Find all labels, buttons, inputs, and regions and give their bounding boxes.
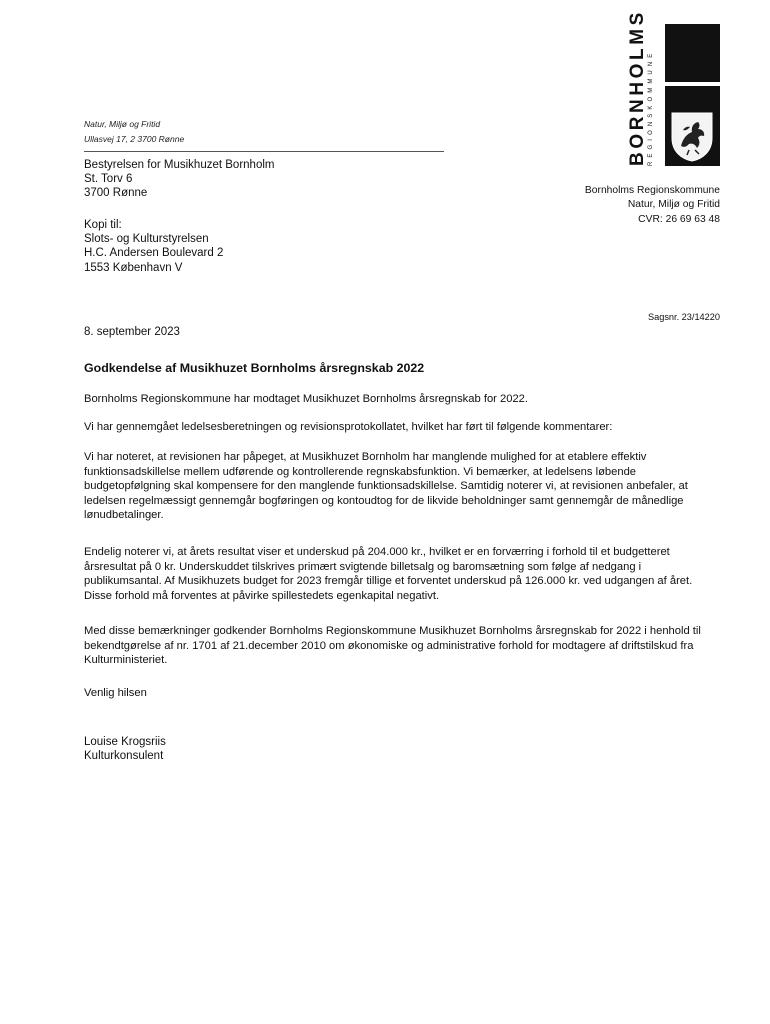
letter-date: 8. september 2023 [84,326,180,338]
body-paragraph: Med disse bemærkninger godkender Bornholms Regionskommune Musikhuzet Bornholms årsregnskab for 2022 i henhold til bekendtgørelse af nr. 1701 af 21.december 2010 om økonomiske og administrative forhold for modtagere af driftstilskud fra Kulturministeriet. [84,625,701,667]
org-cvr: CVR: 26 69 63 48 [638,213,720,225]
logo-wordmark: BORNHOLMS [627,9,648,166]
sender-address: Ullasvej 17, 2 3700 Rønne [84,134,185,144]
case-number: Sagsnr. 23/14220 [647,312,720,322]
letter-subject: Godkendelse af Musikhuzet Bornholms årsregnskab 2022 [84,361,425,375]
logo-block-top [665,24,720,82]
copy-to-line: Slots- og Kulturstyrelsen [84,233,209,246]
logo-subtitle: REGIONSKOMMUNE [648,49,654,166]
body-paragraph: Vi har gennemgået ledelsesberetningen og revisionsprotokollatet, hvilket har ført til følgende kommentarer: [84,421,613,433]
copy-to-line: 1553 København V [84,261,183,274]
closing-greeting: Venlig hilsen [84,687,147,699]
signature-block [84,735,166,763]
org-department: Natur, Miljø og Fritid [627,199,720,211]
recipient-line: St. Torv 6 [84,173,133,186]
sender-department: Natur, Miljø og Fritid [84,119,161,129]
recipient-line: 3700 Rønne [84,187,148,200]
griffin-shield-icon [669,110,715,162]
copy-to-line: H.C. Andersen Boulevard 2 [84,247,224,260]
copy-to-label: Kopi til: [84,219,122,231]
org-name: Bornholms Regionskommune [584,185,720,196]
sender-divider [84,151,444,152]
body-paragraph: Bornholms Regionskommune har modtaget Musikhuzet Bornholms årsregnskab for 2022. [84,393,528,405]
recipient-line: Bestyrelsen for Musikhuzet Bornholm [84,159,275,171]
body-paragraph: Vi har noteret, at revisionen har påpeget, at Musikhuzet Bornholm har manglende mulighed for at etablere effektiv funktionsadskillelse mellem udførende og kontrollerende regnskabsfunktion. Vi bemærker, at ledelsens løbende budgetopfølgning skal kompensere for den manglende funktionsadskillelse. Samtidig noterer vi, at revisionen anbefaler, at ledelsen regelmæssigt gennemgår bogføringen og kontoudtog for de likvide beholdninger samt gennemgår de månedlige lønudbetalinger. [84,451,688,522]
organization-info [585,184,720,227]
copy-to-address [84,218,223,275]
signer-name: Louise Krogsriis [84,736,166,748]
recipient-address [84,158,274,201]
body-paragraph: Endelig noterer vi, at årets resultat viser et underskud på 204.000 kr., hvilket er en forværring i forhold til et budgetteret årsresultat på 0 kr. Underskuddet tilskrives primært svigtende billetsalg og baromsætning som følge af nedgang i publikumsantal. Af Musikhuzets budget for 2023 fremgår tillige et forventet underskud på 126.000 kr. ved udgangen af året. Disse forhold må forventes at påvirke spillestedets egenkapital negativt. [84,546,693,602]
signer-title: Kulturkonsulent [84,750,164,763]
